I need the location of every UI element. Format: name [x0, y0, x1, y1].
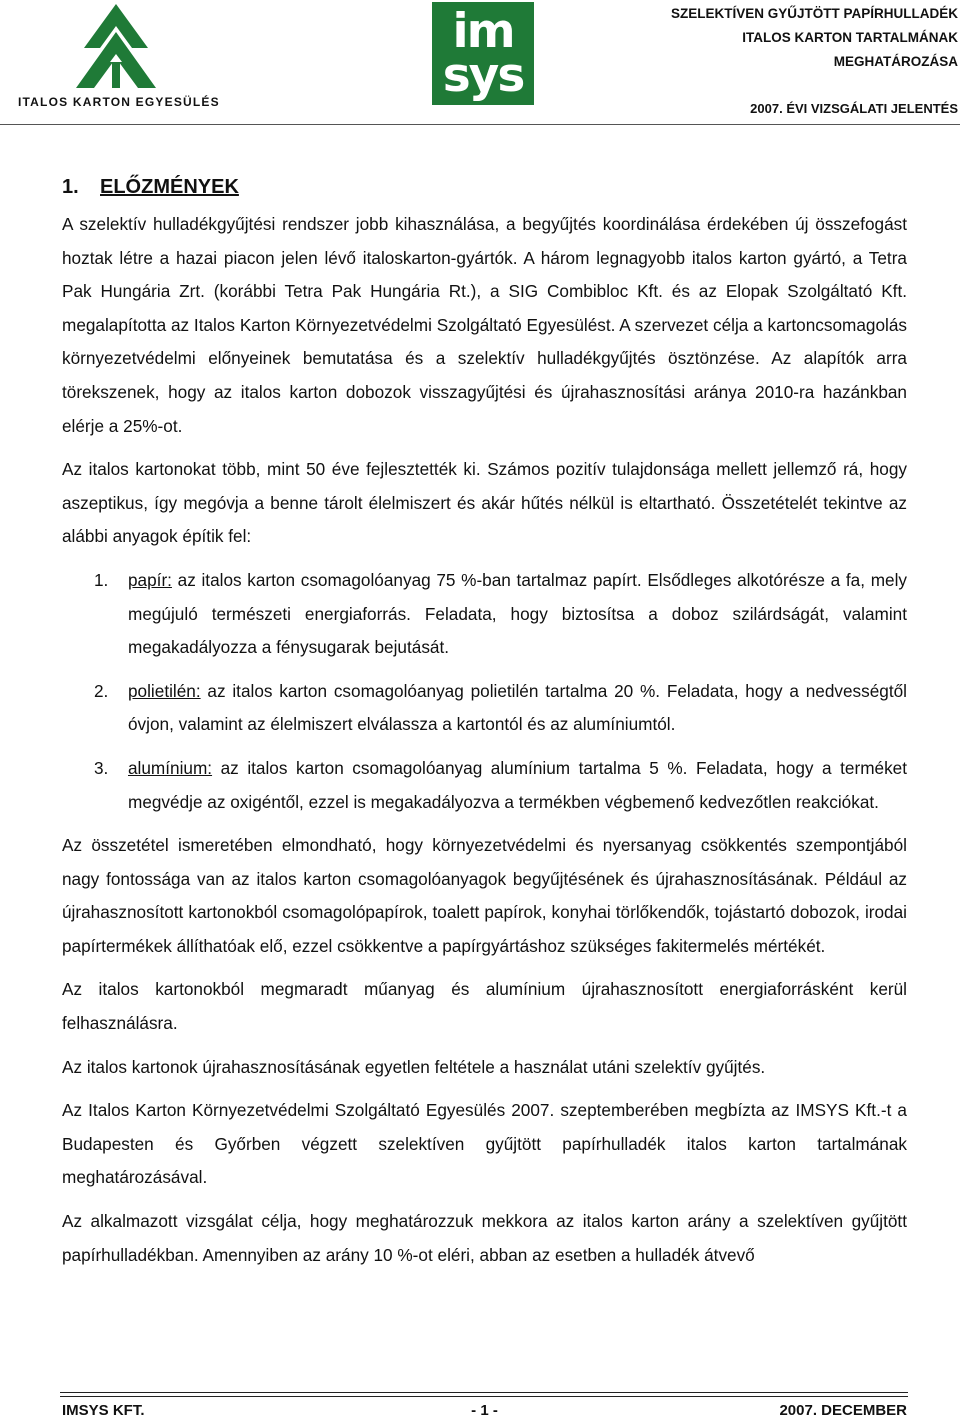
- footer-company: IMSYS KFT.: [62, 1402, 145, 1419]
- triangle-tree-logo-icon: [70, 2, 162, 92]
- footer-divider: [60, 1392, 908, 1393]
- paragraph: Az alkalmazott vizsgálat célja, hogy meghatározzuk mekkora az italos karton arány a szelektíven gyűjtött papírhulladékban. Amennyiben az arány 10 %-ot eléri, abban az esetben a hulladék átvevő: [62, 1211, 907, 1265]
- list-text: az italos karton csomagolóanyag alumínium tartalma 5 %. Feladata, hogy a terméket megvédje az oxigéntől, ezzel is megakadályozva a termékben végbemenő kedvezőtlen reakciókat.: [128, 757, 907, 812]
- footer-date: 2007. DECEMBER: [779, 1402, 907, 1419]
- list-term: papír:: [128, 569, 172, 590]
- list-term: alumínium:: [128, 757, 213, 778]
- footer-divider: [60, 1396, 908, 1397]
- page-number: - 1 -: [471, 1402, 498, 1419]
- paragraph: Az italos kartonok újrahasznosításának egyetlen feltétele a használat utáni szelektív gyűjtés.: [62, 1056, 766, 1077]
- header-divider: [0, 124, 960, 125]
- imsys-logo-bottom: sys: [442, 48, 524, 103]
- list-item: [62, 564, 907, 665]
- list-item: [62, 675, 907, 742]
- section-heading: [62, 170, 907, 204]
- imsys-logo-top: im: [452, 4, 514, 59]
- list-text: az italos karton csomagolóanyag 75 %-ban tartalmaz papírt. Elsődleges alkotórésze a fa, mely megújuló természeti energiaforrás. Feladata, hogy biztosítsa a doboz szilárdságát, valamint megakadályozza a fénysugarak bejutását.: [128, 569, 907, 658]
- report-title-line-1: SZELEKTÍVEN GYŰJTÖTT PAPÍRHULLADÉK: [670, 6, 958, 21]
- report-year: 2007. ÉVI VIZSGÁLATI JELENTÉS: [750, 101, 958, 116]
- paragraph: Az Italos Karton Környezetvédelmi Szolgáltató Egyesülés 2007. szeptemberében megbízta az IMSYS Kft.-t a Budapesten és Győrben végzett szelektíven gyűjtött papírhulladék italos karton tartalmának meghatározásával.: [62, 1100, 907, 1188]
- list-number: 2.: [94, 680, 109, 701]
- section-number: 1.: [62, 176, 79, 198]
- org-name: ITALOS KARTON EGYESÜLÉS: [18, 95, 220, 109]
- paragraph: Az italos kartonokat több, mint 50 éve fejlesztették ki. Számos pozitív tulajdonsága mellett jellemző rá, hogy aszeptikus, így megóvja a benne tárolt élelmiszert és akár hűtés nélkül is eltartható. Összetételét tekintve az alábbi anyagok építik fel:: [62, 459, 907, 547]
- report-title-line-3: MEGHATÁROZÁSA: [833, 54, 958, 69]
- paragraph: Az italos kartonokból megmaradt műanyag és alumínium újrahasznosított energiaforrásként kerül felhasználásra.: [62, 979, 907, 1034]
- list-number: 3.: [94, 757, 109, 778]
- materials-list: [62, 564, 907, 819]
- section-title: ELŐZMÉNYEK: [100, 176, 239, 198]
- report-title-block: [618, 2, 958, 121]
- italos-karton-logo: [18, 2, 220, 112]
- imsys-logo: [432, 2, 534, 105]
- paragraph: A szelektív hulladékgyűjtési rendszer jobb kihasználása, a begyűjtés koordinálása érdekében új összefogást hoztak létre a hazai piacon jelen lévő italoskarton-gyártók. A három legnagyobb italos karton gyártó, a Tetra Pak Hungária Zrt. (korábbi Tetra Pak Hungária Rt.), a SIG Combibloc Kft. és az Elopak Szolgáltató Kft. megalapította az Italos Karton Környezetvédelmi Szolgáltató Egyesülést. A szervezet célja a kartoncsomagolás környezetvédelmi előnyeinek bemutatása és a szelektív hulladékgyűjtés ösztönzése. Az alapítók arra törekszenek, hogy az italos karton dobozok visszagyűjtési és újrahasznosítási aránya 2010-ra hazánkban elérje a 25%-ot.: [62, 214, 907, 436]
- page-footer: [62, 1402, 907, 1422]
- paragraph: Az összetétel ismeretében elmondható, hogy környezetvédelmi és nyersanyag csökkentés szempontjából nagy fontossága van az italos karton csomagolóanyagok begyűjtésének és újrahasznosításának. Például az újrahasznosított kartonokból csomagolópapírok, toalett papírok, konyhai törlőkendők, tojástartó dobozok, irodai papírtermékek állíthatóak elő, ezzel csökkentve a papírgyártáshoz szükséges fakitermelés mértékét.: [62, 835, 907, 956]
- report-title-line-2: ITALOS KARTON TARTALMÁNAK: [742, 30, 958, 45]
- list-item: [62, 752, 907, 819]
- list-number: 1.: [94, 569, 109, 590]
- document-body: [62, 170, 907, 1282]
- list-term: polietilén:: [128, 680, 201, 701]
- list-text: az italos karton csomagolóanyag polietilén tartalma 20 %. Feladata, hogy a nedvességtől óvjon, valamint az élelmiszert elválassza a kartontól és az alumíniumtól.: [128, 680, 907, 735]
